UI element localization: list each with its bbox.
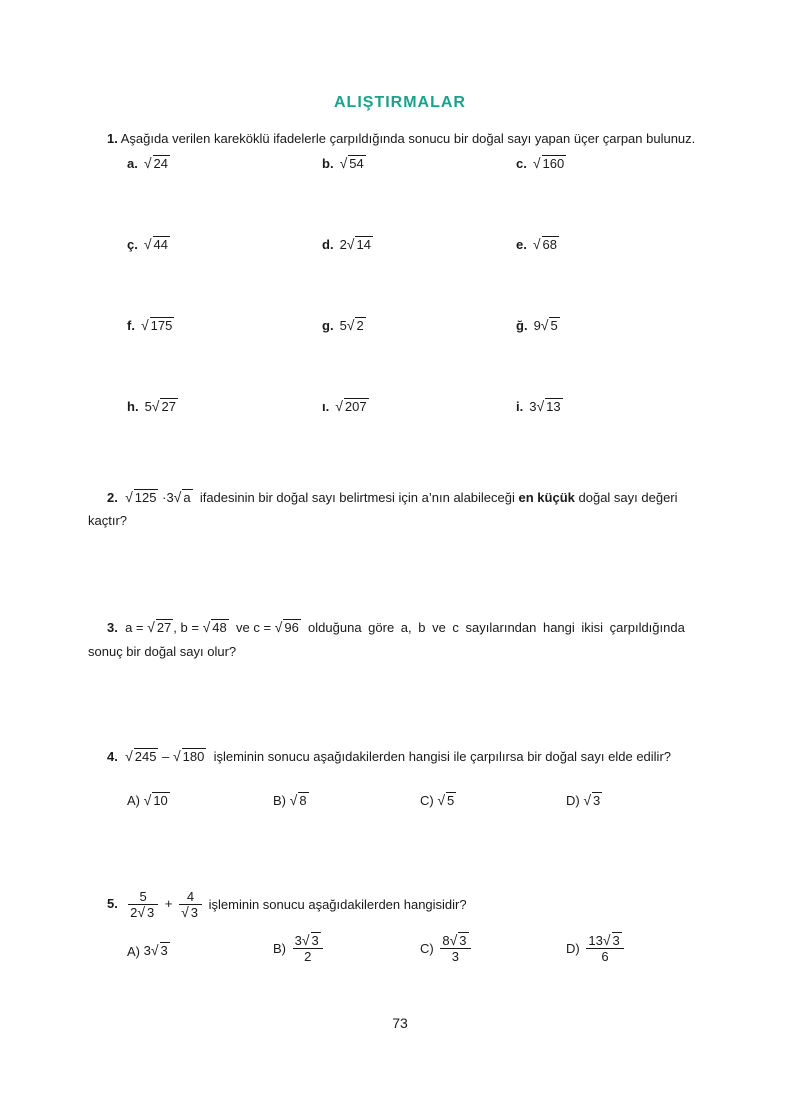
question-3-text-line2: sonuç bir doğal sayı olur? [88,644,237,659]
sqrt-expression: √ 245 [125,748,157,764]
option-label: B) [273,793,290,808]
question-4-prompt [107,748,671,764]
sqrt-expression: √ 175 [140,317,173,333]
question-1-text: Aşağıda verilen kareköklü ifadelerle çarpıldığında sonucu bir doğal sayı yapan üçer çarpan bulunuz. [120,131,696,146]
emphasis-text: en küçük [518,490,575,505]
option-c[interactable] [420,933,474,964]
option-label: C) [420,941,438,956]
coefficient: 2 [339,237,347,252]
sqrt-expression: √ 14 [346,236,371,252]
multiply-dot: · [162,490,167,505]
sqrt-expression: √ 3 [602,932,620,948]
option-b[interactable] [273,792,309,808]
item-12 [516,398,563,414]
item-label: ç. [127,237,138,252]
question-2-text: ifadesinin bir doğal sayı belirtmesi için a’nın alabileceği [199,490,515,505]
item-9 [516,317,560,333]
item-label: ğ. [516,318,528,333]
fraction: $\frac{8√ 3}{3}$ [440,933,470,964]
item-label: f. [127,318,135,333]
sqrt-expression: √ 2 [346,317,364,333]
plus-sign: + [164,895,173,911]
question-3-text: olduğuna göre a, b ve c sayılarından hangi ikisi çarpıldığında [308,620,685,635]
question-2-text-end: doğal sayı değeri [578,490,678,505]
sqrt-expression: √ 13 [536,398,561,414]
question-3-prompt [107,619,685,635]
sqrt-expression: √ 10 [143,792,168,808]
question-4-text: işleminin sonucu aşağıdakilerden hangisi ile çarpılırsa bir doğal sayı elde edilir? [213,749,671,764]
option-c[interactable] [420,792,456,808]
item-8 [322,317,366,333]
question-5-number: 5. [107,895,118,911]
question-3-number: 3. [107,620,118,635]
question-2-number: 2. [107,490,118,505]
option-a[interactable] [127,942,170,959]
sqrt-expression: √ 3 [301,932,319,948]
item-10 [127,398,178,414]
sqrt-expression: √ 27 [147,619,172,635]
c-equals: ve c = [235,620,272,635]
question-2-text-line2: kaçtır? [88,513,128,528]
sqrt-expression: √ 3 [150,942,168,958]
item-11 [322,398,369,414]
sqrt-expression: √ 44 [143,236,168,252]
question-5-text: işleminin sonucu aşağıdakilerden hangisidir? [208,897,467,912]
option-label: C) [420,793,438,808]
sqrt-expression: √ 3 [449,932,467,948]
coefficient: 5 [144,399,152,414]
item-label: h. [127,399,139,414]
item-label: e. [516,237,527,252]
page-number: 73 [392,1015,408,1031]
sqrt-expression: √ 96 [274,619,299,635]
sqrt-expression: √ 54 [339,155,364,171]
item-5 [322,236,373,252]
option-label: D) [566,941,584,956]
sqrt-expression: √ a [173,489,191,505]
question-1-number: 1. [107,131,118,146]
question-5-prompt [107,889,467,920]
question-4-number: 4. [107,749,118,764]
coefficient: 8 [442,933,450,948]
minus-sign: – [162,749,170,764]
option-label: A) [127,944,144,960]
coefficient: 5 [339,318,347,333]
coefficient: 3 [529,399,537,414]
item-label: i. [516,399,524,414]
sqrt-expression: √ 160 [532,155,565,171]
coefficient: 13 [588,933,603,948]
option-a[interactable] [127,792,170,808]
option-d[interactable] [566,933,627,964]
item-label: a. [127,156,138,171]
page-title: ALIŞTIRMALAR [334,94,466,111]
item-6 [516,236,559,252]
question-2-prompt [107,489,678,505]
sqrt-expression: √ 207 [335,398,367,414]
coefficient: 3 [143,943,151,958]
item-label: c. [516,156,527,171]
option-label: D) [566,793,584,808]
fraction-1: $\frac{5}{2√ 3}$ [128,889,158,920]
sqrt-expression: √ 24 [143,155,168,171]
sqrt-expression: √ 180 [172,748,205,764]
question-1-prompt [107,131,695,146]
b-equals: , b = [173,620,199,635]
sqrt-expression: √ 125 [125,489,157,505]
sqrt-expression: √ 3 [583,792,601,808]
fraction: $\frac{3√ 3}{2}$ [293,933,323,964]
coefficient: 3 [294,933,302,948]
item-label: ı. [322,399,330,414]
item-label: g. [322,318,334,333]
coefficient: 3 [166,490,174,505]
item-2 [322,155,366,171]
item-4 [127,236,170,252]
sqrt-expression: √ 5 [540,317,558,333]
item-7 [127,317,174,333]
coefficient: 9 [533,318,541,333]
fraction-2: $\frac{4}{√ 3}$ [179,889,202,920]
sqrt-expression: √ 48 [202,619,227,635]
option-label: A) [127,793,144,808]
option-b[interactable] [273,933,326,964]
option-d[interactable] [566,792,602,808]
sqrt-expression: √ 68 [532,236,557,252]
sqrt-expression: √ 5 [437,792,455,808]
item-label: d. [322,237,334,252]
item-1 [127,155,170,171]
sqrt-expression: √ 27 [151,398,176,414]
item-3 [516,155,566,171]
sqrt-expression: √ 8 [289,792,307,808]
item-label: b. [322,156,334,171]
fraction: $\frac{13√ 3}{6}$ [586,933,623,964]
a-equals: a = [125,620,144,635]
option-label: B) [273,941,290,956]
